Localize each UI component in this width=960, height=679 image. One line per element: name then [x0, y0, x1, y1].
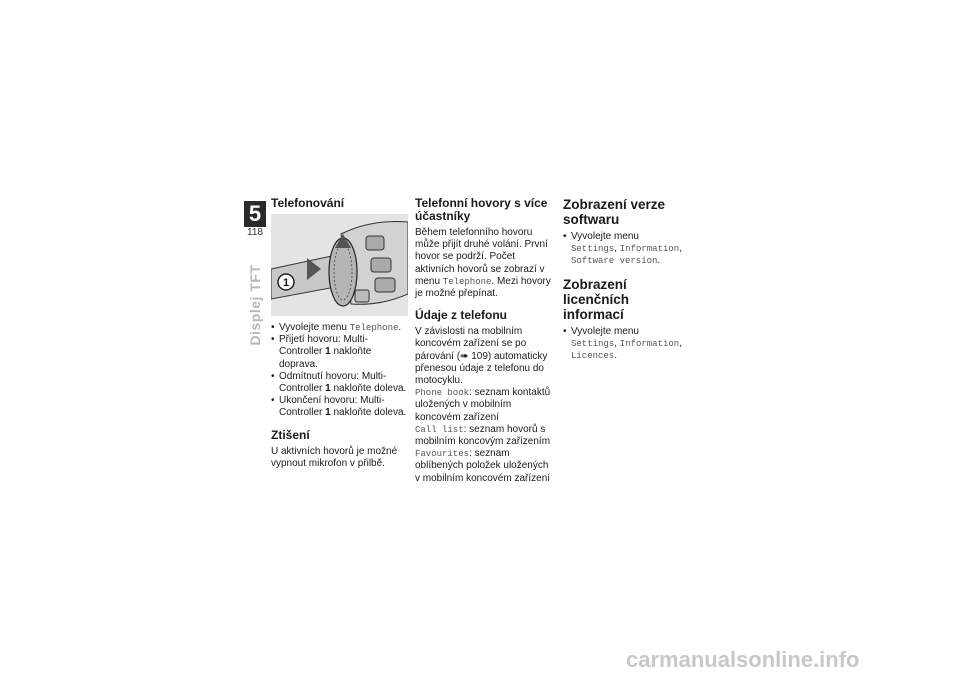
heading-verze-softwaru: Zobrazení verze softwaru	[563, 197, 666, 227]
ztiseni-text: U aktivních hovorů je možné vypnout mikrofon v přilbě.	[271, 445, 398, 469]
heading-licencni-informace: Zobrazení licenčních informací	[563, 276, 630, 322]
telefonovani-list	[271, 322, 408, 420]
page-number: 118	[247, 227, 263, 238]
definition-item: Call list: seznam hovorů s mobilním koncovým zařízením	[415, 423, 551, 448]
definition-item: Favourites: seznam oblíbených položek uložených v mobilním koncovém zařízení	[415, 448, 551, 484]
chapter-number: 5	[244, 201, 266, 227]
column-3	[563, 197, 685, 362]
handlebar-switch-drawing	[271, 214, 408, 316]
heading-telefonovani: Telefonování	[271, 196, 345, 210]
column-2	[415, 197, 551, 485]
list-item: • Vyvolejte menu Settings, Information, Licences.	[563, 326, 685, 363]
multi-controller-illustration	[271, 214, 408, 316]
heading-ztiseni: Ztišení	[271, 427, 310, 442]
list-item: • Vyvolejte menu Telephone.	[271, 322, 408, 334]
definition-item: Phone book: seznam kontaktů uložených v mobilním koncovém zařízení	[415, 387, 551, 423]
list-item: • Ukončení hovoru: Multi-Controller 1 nakloňte doleva.	[271, 395, 408, 419]
chapter-title: Displej TFT	[247, 264, 263, 346]
list-item: • Přijetí hovoru: Multi-Controller 1 nakloňte doprava.	[271, 334, 408, 371]
heading-udaje-z-telefonu: Údaje z telefonu	[415, 308, 508, 323]
heading-vice-ucastniku: Telefonní hovory s více účastníky	[415, 196, 548, 223]
page-reference-arrow-icon: ➠	[460, 350, 469, 362]
list-item: • Odmítnutí hovoru: Multi-Controller 1 nakloňte doleva.	[271, 371, 408, 395]
watermark: carmanualsonline.info	[626, 647, 860, 672]
udaje-text: V závislosti na mobilním koncovém zařízení se po párování (➠ 109) automaticky přenesou údaje z telefonu do motocyklu.	[415, 326, 548, 387]
callout-number: 1	[282, 277, 290, 289]
vice-ucastniku-text: Během telefonního hovoru může přijít druhé volání. První hovor se podrží. Počet aktivních hovorů se zobrazí v menu Telephone. Mezi hovory je možné přepínat.	[415, 227, 551, 300]
list-item: • Vyvolejte menu Settings, Information, Software version.	[563, 231, 685, 268]
column-1	[271, 197, 408, 470]
